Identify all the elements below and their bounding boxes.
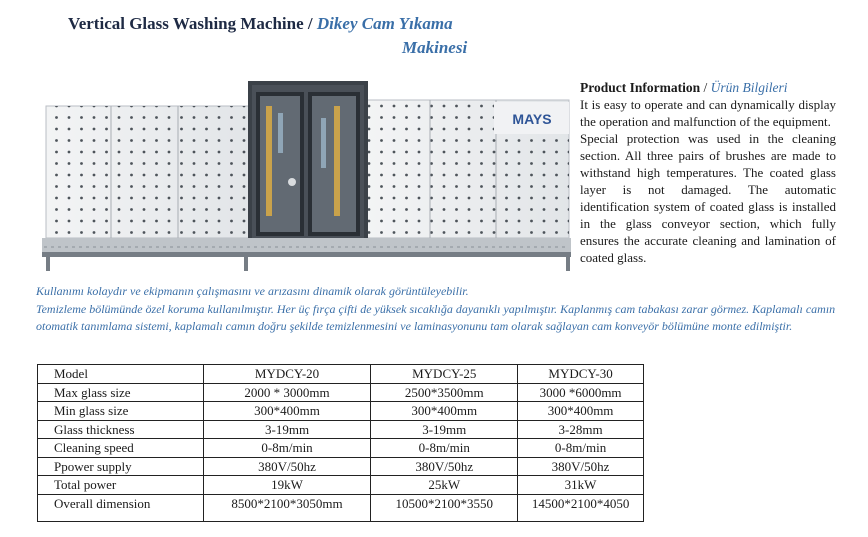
title-turkish-line2: Makinesi	[402, 38, 468, 57]
title-turkish-line1: Dikey Cam Yıkama	[316, 14, 453, 33]
turkish-description	[36, 283, 836, 336]
table-cell: Glass thickness	[38, 420, 204, 439]
table-cell: Total power	[38, 476, 204, 495]
table-header-cell: MYDCY-30	[518, 365, 644, 384]
table-cell: Cleaning speed	[38, 439, 204, 458]
table-header-cell: Model	[38, 365, 204, 384]
machine-photo	[38, 78, 575, 275]
brand-logo: MAYS	[512, 111, 552, 127]
table-cell: 10500*2100*3550	[371, 494, 518, 521]
table-row	[38, 383, 644, 402]
table-cell: 0-8m/min	[518, 439, 644, 458]
table-cell: 380V/50hz	[371, 457, 518, 476]
table-row	[38, 420, 644, 439]
table-row	[38, 402, 644, 421]
table-cell: 8500*2100*3050mm	[203, 494, 371, 521]
info-paragraph: It is easy to operate and can dynamically display the operation and malfunction of the equipment.	[580, 97, 836, 129]
left-loading-section	[46, 106, 251, 238]
title-english: Vertical Glass Washing Machine	[68, 14, 304, 33]
table-cell: 380V/50hz	[518, 457, 644, 476]
product-information	[580, 79, 836, 266]
table-row	[38, 476, 644, 495]
heading-english: Product Information	[580, 80, 701, 95]
table-cell: 3000 *6000mm	[518, 383, 644, 402]
table-cell: 0-8m/min	[371, 439, 518, 458]
table-row	[38, 494, 644, 521]
table-cell: 3-19mm	[203, 420, 371, 439]
table-cell: 31kW	[518, 476, 644, 495]
product-information-heading	[580, 79, 836, 96]
table-header-cell: MYDCY-20	[203, 365, 371, 384]
heading-separator: /	[700, 80, 711, 95]
table-cell: 14500*2100*4050	[518, 494, 644, 521]
table-cell: 300*400mm	[371, 402, 518, 421]
turkish-paragraph: Temizleme bölümünde özel koruma kullanılmıştır. Her üç fırça çifti de yüksek sıcaklığa dayanıklı yapılmıştır. Kaplanmış cam tabakası zarar görmez. Kaplamalı camın otomatik tanımlama sistemi, kaplamalı camın doğru şekilde temizlenmesini ve laminasyonunu tam olarak sağlayan cam konveyör bölümüne monte edilmiştir.	[36, 301, 836, 333]
table-cell: Ppower supply	[38, 457, 204, 476]
table-cell: 3-19mm	[371, 420, 518, 439]
table-cell: Max glass size	[38, 383, 204, 402]
turkish-paragraph: Kullanımı kolaydır ve ekipmanın çalışmasını ve arızasını dinamik olarak görüntüleyebilir.	[36, 284, 469, 298]
specification-table	[37, 364, 644, 522]
table-cell: 300*400mm	[203, 402, 371, 421]
table-cell: 300*400mm	[518, 402, 644, 421]
table-cell: 3-28mm	[518, 420, 644, 439]
table-cell: 2000 * 3000mm	[203, 383, 371, 402]
table-cell: 25kW	[371, 476, 518, 495]
table-header-row	[38, 365, 644, 384]
table-row	[38, 439, 644, 458]
table-cell: Min glass size	[38, 402, 204, 421]
table-cell: Overall dimension	[38, 494, 204, 521]
right-unloading-section	[366, 100, 569, 238]
table-cell: 2500*3500mm	[371, 383, 518, 402]
table-row	[38, 457, 644, 476]
table-cell: 0-8m/min	[203, 439, 371, 458]
table-header-cell: MYDCY-25	[371, 365, 518, 384]
table-cell: 19kW	[203, 476, 371, 495]
info-paragraph: Special protection was used in the cleaning section. All three pairs of brushes are made to withstand high temperatures. The coated glass layer is not damaged. The automatic identification system of coated glass is installed in the glass conveyor section, which fully ensures the accurate cleaning and lamination of coated glass.	[580, 131, 836, 265]
washing-cabinet	[248, 81, 368, 246]
table-cell: 380V/50hz	[203, 457, 371, 476]
heading-turkish: Ürün Bilgileri	[710, 80, 788, 95]
title-separator: /	[303, 14, 317, 33]
page-title	[68, 14, 453, 34]
